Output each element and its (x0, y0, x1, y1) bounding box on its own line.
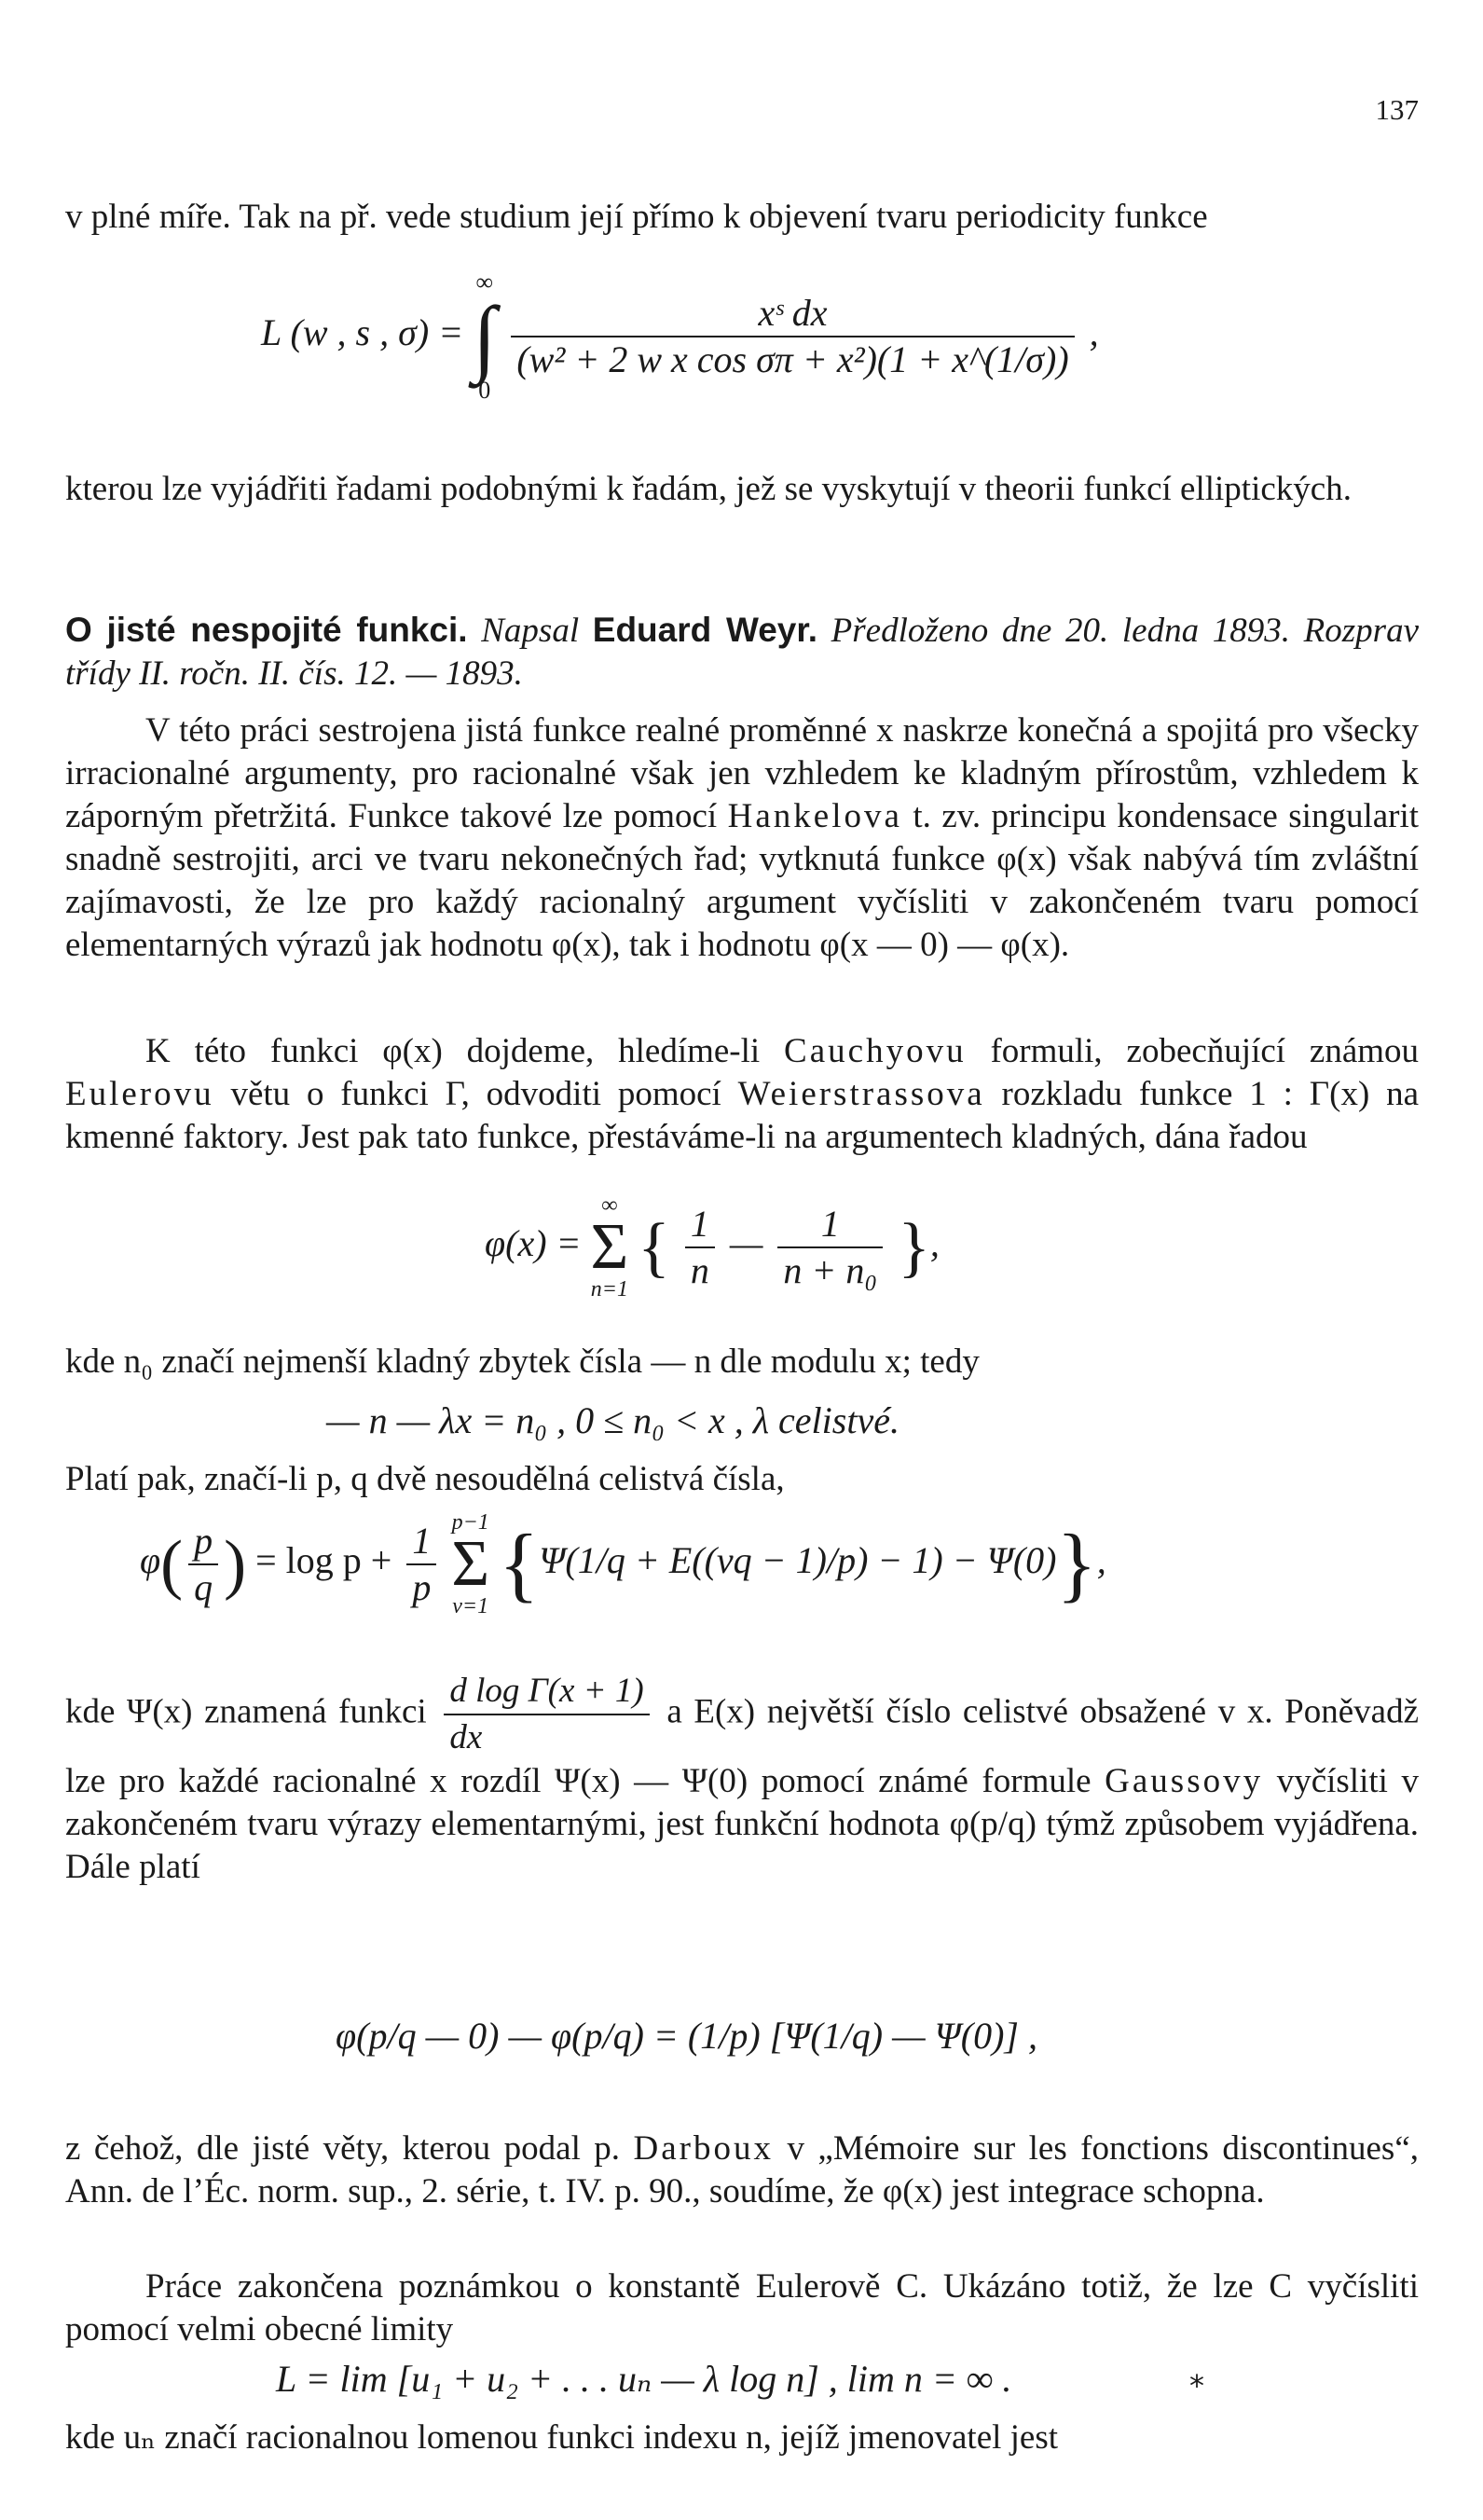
paragraph-last: kde uₙ značí racionalnou lomenou funkci indexu n, jejíž jmenovatel jest (65, 2418, 1059, 2457)
sum-sign-nu: p−1 Σ ν=1 (451, 1510, 490, 1618)
denominator: (w² + 2 w x cos σπ + x²)(1 + x^(1/σ)) (516, 338, 1069, 380)
paragraph-darboux: z čehož, dle jisté věty, kterou podal p. Darboux v „Mémoire sur les fonctions discontinues“, Ann. de l’Éc. norm. sup., 2. série, t. IV. p. 90., soudíme, že φ(x) jest integrace schopna. (65, 2129, 1420, 2210)
sum-sign: ∞ Σ n=1 (590, 1193, 629, 1301)
paragraph-intro: v plné míře. Tak na př. vede studium její přímo k objevení tvaru periodicity funkce (65, 198, 1208, 236)
article-heading: O jisté nespojité funkci. Napsal Eduard Weyr. Předloženo dne 20. ledna 1893. Rozprav třídy II. ročn. II. čís. 12. — 1893. (65, 611, 1419, 693)
paragraph-euler-constant: Práce zakončena poznámkou o konstantě Eulerově C. Ukázáno totiž, že lze C vyčísliti pomocí velmi obecné limity (65, 2267, 1419, 2348)
page-number: 137 (1375, 93, 1419, 126)
article-title: O jisté nespojité funkci. (65, 611, 468, 649)
paragraph-cauchy: K této funkci φ(x) dojdeme, hledíme-li Cauchyovu formuli, zobecňující známou Eulerovu větu o funkci Γ, odvoditi pomocí Weierstrassova rozkladu funkce 1 : Γ(x) na kmenné faktory. Jest pak tato funkce, přestáváme-li na argumentech kladných, dána řadou (65, 1032, 1420, 1156)
footer-asterisk: * (1189, 2368, 1204, 2403)
article-meta: Předloženo dne 20. ledna 1893. Rozprav třídy II. ročn. II. čís. 12. — 1893. (65, 612, 1419, 693)
paragraph-series: kterou lze vyjádřiti řadami podobnými k řadám, jež se vyskytují v theorii funkcí elliptických. (65, 470, 1352, 508)
numerator: xˢ dx (511, 291, 1074, 337)
equation-series: φ(x) = ∞ Σ n=1 { $\frac{1}{n}$ — $\frac{1}{\text{n + n₀}}$ }, (485, 1193, 940, 1301)
paragraph-function: V této práci sestrojena jistá funkce realné proměnné x naskrze konečná a spojitá pro všecky irracionalné argumenty, pro racionalné však jen vzhledem ke kladným přírostům, vzhledem k záporným přetržitá. Funkce takové lze pomocí Hankelova t. zv. principu kondensace singularit snadně sestrojiti, arci ve tvaru nekonečných řad; vytknutá funkce φ(x) však nabývá tím zvláštní zajímavosti, že lze pro každý racionalný argument vyčísliti v zakončeném tvaru pomocí elementarných výrazů jak hodnotu φ(x), tak i hodnotu φ(x — 0) — φ(x). (65, 711, 1420, 964)
equation-remainder: — n — λx = n₀ , 0 ≤ n₀ < x , λ celistvé. (326, 1399, 899, 1441)
integral-sign: ∞ ∫ 0 (473, 269, 497, 404)
equation-integral: L (w , s , σ) = ∞ ∫ 0 $\frac{\text{xˢ dx}}{\text{(w² + 2 w x cos σπ + x²)(1 + x\textasciicircum{}(1/σ))}}$ , (261, 269, 1099, 404)
article-author: Eduard Weyr. (592, 611, 817, 649)
integral-fraction (511, 291, 1074, 382)
equation-lhs: L (w , s , σ) = (261, 311, 464, 354)
paragraph-modulus: kde n₀ značí nejmenší kladný zbytek čísla — n dle modulu x; tedy (65, 1343, 980, 1381)
equation-jump: φ(p/q — 0) — φ(p/q) = (1/p) [Ψ(1/q) — Ψ(0)] , (336, 2015, 1037, 2057)
paragraph-psi: kde Ψ(x) znamená funkci $\frac{\text{d log Γ(x + 1)}}{dx}$ a E(x) největší číslo celistvé obsažené v x. Poněvadž lze pro každé racionalné x rozdíl Ψ(x) — Ψ(0) pomocí známé formule Gaussovy vyčísliti v zakončeném tvaru výrazy elementarnými, jest funkční hodnota φ(p/q) týmž způsobem vyjádřena. Dále platí (65, 1669, 1419, 1889)
equation-limit: L = lim [u₁ + u₂ + . . . uₙ — λ log n] , lim n = ∞ . (276, 2358, 1012, 2400)
paragraph-platipak: Platí pak, značí-li p, q dvě nesoudělná celistvá čísla, (65, 1460, 785, 1498)
equation-phi-pq: φ( $\frac{p}{q}$ ) = log p + $\frac{1}{p}$ p−1 Σ ν=1 {Ψ(1/q + E((νq − 1)/p) − 1) − Ψ(0)}, (140, 1510, 1106, 1618)
